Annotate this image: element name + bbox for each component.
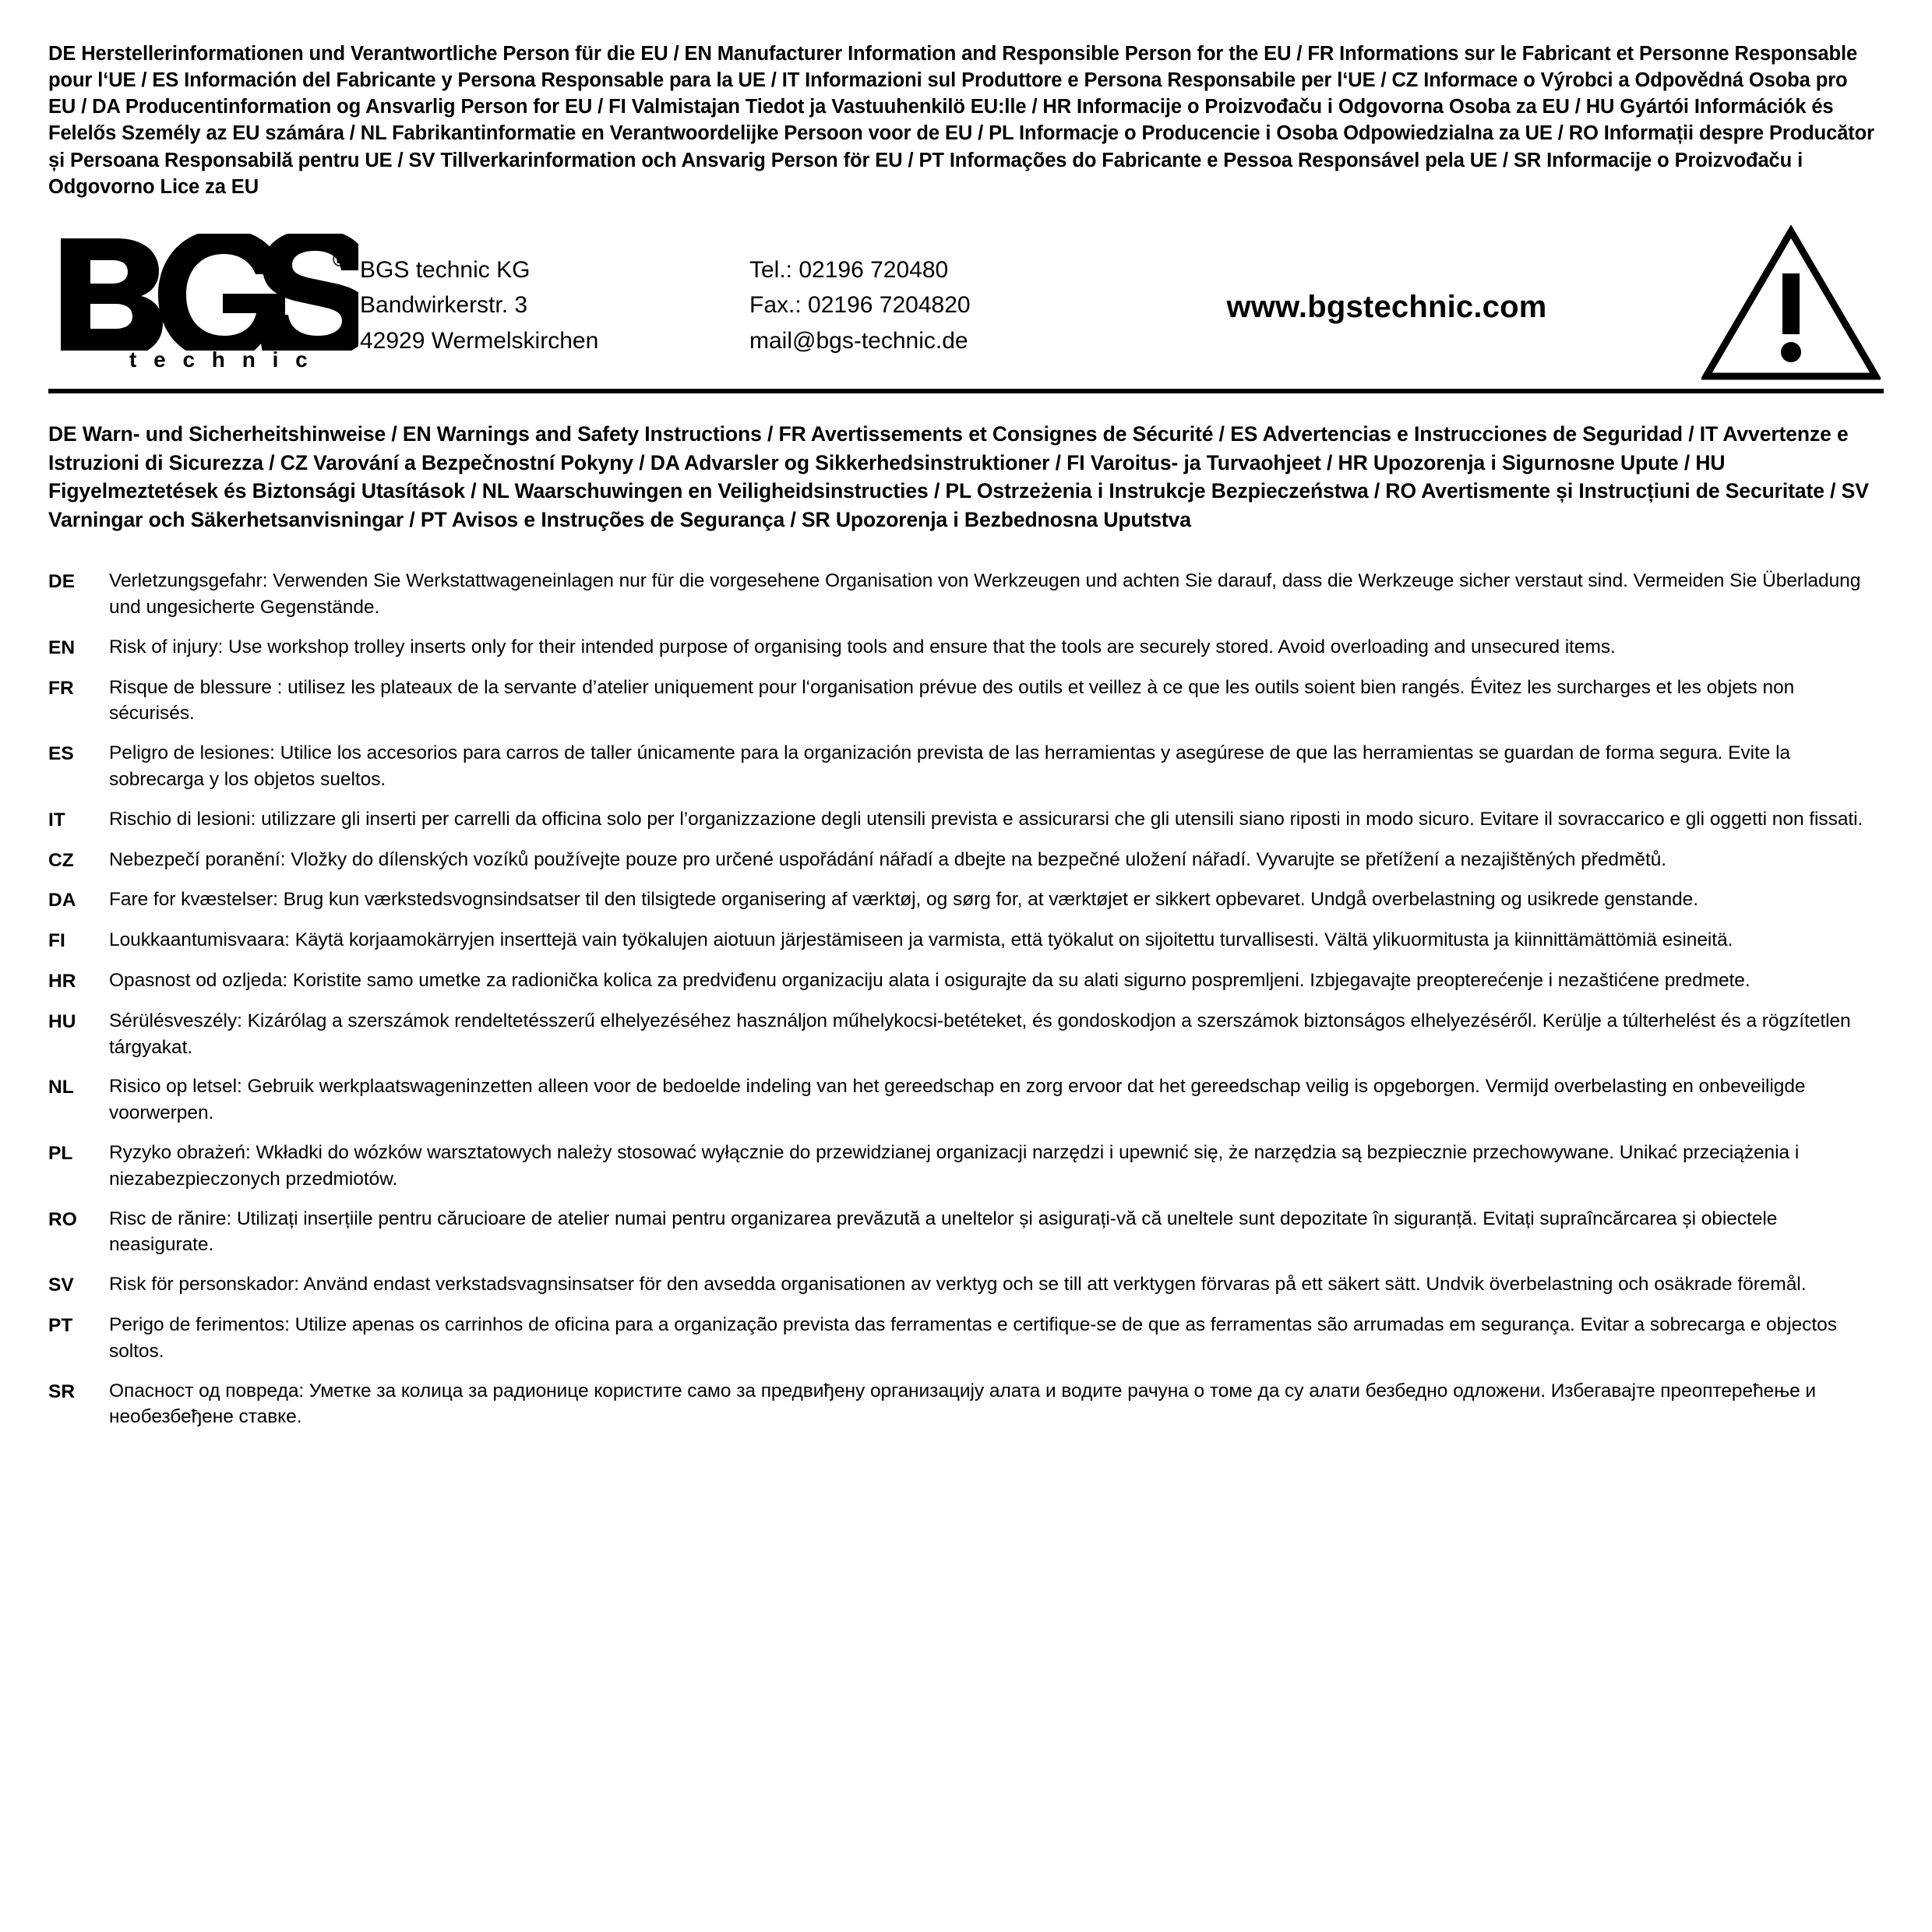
instruction-text: Sérülésveszély: Kizárólag a szerszámok rendeltetésszerű elhelyezéséhez használjon műhelykocsi-betéteket, és gondoskodjon a szerszámok biztonságos elhelyezéséről. Kerülje a túlterhelést és a rögzítetlen tárgyakat. bbox=[109, 1010, 1851, 1058]
language-code: RO bbox=[48, 1208, 77, 1230]
bgs-logo-icon bbox=[55, 234, 358, 351]
instructions-list bbox=[48, 568, 1884, 1430]
list-item bbox=[48, 968, 1884, 995]
list-item bbox=[48, 1206, 1884, 1259]
list-item bbox=[48, 887, 1884, 914]
instruction-text: Rischio di lesioni: utilizzare gli inserti per carrelli da officina solo per l’organizzazione degli utensili prevista e assicurarsi che gli utensili siano riposti in modo sicuro. Evitare il sovraccarico e gli oggetti non fissati. bbox=[109, 808, 1863, 830]
language-code: PL bbox=[48, 1142, 73, 1164]
language-code: EN bbox=[48, 636, 76, 658]
bgs-logo bbox=[48, 234, 360, 372]
list-item bbox=[48, 806, 1884, 834]
instruction-text: Perigo de ferimentos: Utilize apenas os carrinhos de oficina para a organização prevista das ferramentas e certifique-se de que as ferramentas são arrumadas em segurança. Evitar a sobrecarga e objectos soltos. bbox=[109, 1313, 1837, 1362]
list-item bbox=[48, 847, 1884, 874]
language-code: IT bbox=[48, 809, 65, 830]
instruction-text: Risico op letsel: Gebruik werkplaatswageninzetten alleen voor de bedoelde indeling van het gereedschap en zorg ervoor dat het gereedschap veilig is opgeborgen. Vermijd overbelasting en onbeveiligde voorwerpen. bbox=[109, 1076, 1806, 1124]
list-item bbox=[48, 568, 1884, 621]
language-code: FI bbox=[48, 930, 65, 952]
list-item bbox=[48, 1378, 1884, 1431]
language-code: CZ bbox=[48, 849, 74, 871]
instruction-text: Опасност од повреда: Уметке за колица за радионице користите само за предвиђену организацију алата и водите рачуна о томе да су алати безбедно одложени. Избегавајте преоптерећење и необезбеђене ставке. bbox=[109, 1380, 1817, 1428]
warnings-heading: DE Warn- und Sicherheitshinweise / EN Warnings and Safety Instructions / FR Avertissements et Consignes de Sécurité / ES Advertencias e Instrucciones de Seguridad / IT Avvertenze e Istruzioni di Sicurezza / CZ Varování a Bezpečnostní Pokyny / DA Advarsler og Sikkerhedsinstruktioner / FI Varoitus- ja Turvaohjeet / HR Upozorenja i Sigurnosne Upute / HU Figyelmeztetések és Biztonsági Utasítások / NL Waarschuwingen en Veiligheidsinstructies / PL Ostrzeżenia i Instrukcje Bezpieczeństwa / RO Avertismente și Instrucțiuni de Securitate / SV Varningar och Säkerhetsanvisningar / PT Avisos e Instruções de Segurança / SR Upozorenja i Bezbednosna Uputstva bbox=[48, 421, 1869, 531]
company-address bbox=[360, 248, 749, 359]
language-code: HR bbox=[48, 970, 76, 992]
warning-triangle-icon bbox=[1701, 225, 1881, 381]
list-item bbox=[48, 675, 1884, 728]
list-item bbox=[48, 1140, 1884, 1193]
list-item bbox=[48, 927, 1884, 954]
language-code: PT bbox=[48, 1314, 73, 1336]
company-street: Bandwirkerstr. 3 bbox=[360, 292, 528, 319]
company-fax: Fax.: 02196 7204820 bbox=[749, 292, 971, 319]
company-email[interactable]: mail@bgs-technic.de bbox=[749, 327, 968, 354]
manufacturer-info-heading: DE Herstellerinformationen und Verantwortliche Person für die EU / EN Manufacturer Information and Responsible Person for the EU / FR Informations sur le Fabricant et Personne Responsable pour l‘UE / ES Información del Fabricante y Persona Responsable para la UE / IT Informazioni sul Produttore e Persona Responsabile per l‘UE / CZ Informace o Výrobci a Odpovědná Osoba pro EU / DA Producentinformation og Ansvarlig Person for EU / FI Valmistajan Tiedot ja Vastuuhenkilö EU:lle / HR Informacije o Proizvođaču i Odgovorna Osoba za EU / HU Gyártói Információk és Felelős Személy az EU számára / NL Fabrikantinformatie en Verantwoordelijke Persoon voor de EU / PL Informacje o Producencie i Osoba Odpowiedzialna za UE / RO Informații despre Producător și Persoana Responsabilă pentru UE / SV Tillverkarinformation och Ansvarig Person för EU / PT Informações do Fabricante e Pessoa Responsável pela UE / SR Informacije o Proizvođaču i Odgovorno Lice za EU bbox=[48, 43, 1874, 198]
company-website[interactable]: www.bgstechnic.com bbox=[1226, 290, 1547, 325]
language-code: FR bbox=[48, 677, 74, 699]
instruction-text: Risk of injury: Use workshop trolley inserts only for their intended purpose of organising tools and ensure that the tools are securely stored. Avoid overloading and unsecured items. bbox=[109, 636, 1616, 658]
instruction-text: Risk för personskador: Använd endast verkstadsvagnsinsatser för den avsedda organisationen av verktyg och se till att verktygen förvaras på ett säkert sätt. Undvik överbelastning och osäkrade föremål. bbox=[109, 1274, 1807, 1296]
language-code: SV bbox=[48, 1274, 74, 1296]
company-name: BGS technic KG bbox=[360, 256, 531, 283]
instruction-text: Risque de blessure : utilisez les plateaux de la servante d’atelier uniquement pour l‘organisation prévue des outils et veillez à ce que les outils soient bien rangés. Évitez les surcharges et les objets non sécurisés. bbox=[109, 676, 1795, 724]
list-item bbox=[48, 634, 1884, 661]
instruction-text: Risc de rănire: Utilizați inserțiile pentru cărucioare de atelier numai pentru organizarea prevăzută a uneltelor și asigurați-vă că uneltele sunt depozitate în siguranță. Evitați supraîncărcarea și obiectele neasigurate. bbox=[109, 1208, 1778, 1256]
company-contact bbox=[749, 248, 1084, 359]
language-code: NL bbox=[48, 1077, 74, 1098]
company-city: 42929 Wermelskirchen bbox=[360, 327, 599, 354]
list-item bbox=[48, 740, 1884, 793]
company-tel: Tel.: 02196 720480 bbox=[749, 256, 949, 283]
instruction-text: Opasnost od ozljeda: Koristite samo umetke za radionička kolica za predviđenu organizaciju alata i osigurajte da su alati sigurno pospremljeni. Izbjegavajte preopterećenje i nezaštićene predmete. bbox=[109, 969, 1750, 991]
list-item bbox=[48, 1271, 1884, 1299]
registered-trademark-icon: ® bbox=[332, 247, 347, 271]
language-code: ES bbox=[48, 743, 74, 765]
language-code: DA bbox=[48, 890, 76, 911]
language-code: HU bbox=[48, 1010, 76, 1032]
list-item bbox=[48, 1008, 1884, 1061]
instruction-text: Verletzungsgefahr: Verwenden Sie Werkstattwageneinlagen nur für die vorgesehene Organisation von Werkzeugen und achten Sie darauf, dass die Werkzeuge sicher verstaut sind. Vermeiden Sie Überladung und ungesicherte Gegenstände. bbox=[109, 570, 1861, 618]
warning-triangle bbox=[1689, 225, 1884, 381]
instruction-text: Fare for kvæstelser: Brug kun værkstedsvognsindsatser til den tilsigtede organisering af værktøj, og sørg for, at værktøjet er sikkert opbevaret. Undgå overbelastning og usikrede genstande. bbox=[109, 889, 1698, 911]
company-header-band bbox=[48, 222, 1884, 393]
instruction-text: Loukkaantumisvaara: Käytä korjaamokärryjen inserttejä vain työkalujen aiotuun järjestämiseen ja varmista, että työkalut on sijoitettu turvallisesti. Vältä ylikuormitusta ja kiinnittämättömiä esineitä. bbox=[109, 929, 1733, 951]
bgs-logo-subtext: t e c h n i c bbox=[129, 347, 313, 372]
instruction-text: Nebezpečí poranění: Vložky do dílenských vozíků používejte pouze pro určené uspořádání nářadí a dbejte na bezpečné uložení nářadí. Vyvarujte se přetížení a nezajištěných předmětů. bbox=[109, 848, 1667, 870]
instruction-text: Peligro de lesiones: Utilice los accesorios para carros de taller únicamente para la organización prevista de las herramientas y asegúrese de que las herramientas se guardan de forma segura. Evite la sobrecarga y los objetos sueltos. bbox=[109, 742, 1791, 790]
list-item bbox=[48, 1074, 1884, 1126]
list-item bbox=[48, 1312, 1884, 1365]
language-code: SR bbox=[48, 1380, 76, 1402]
language-code: DE bbox=[48, 571, 76, 593]
instruction-text: Ryzyko obrażeń: Wkładki do wózków warsztatowych należy stosować wyłącznie do przewidzianej organizacji narzędzi i upewnić się, że narzędzia są bezpiecznie przechowywane. Unikać przeciążenia i niezabezpieczonych przedmiotów. bbox=[109, 1141, 1800, 1190]
